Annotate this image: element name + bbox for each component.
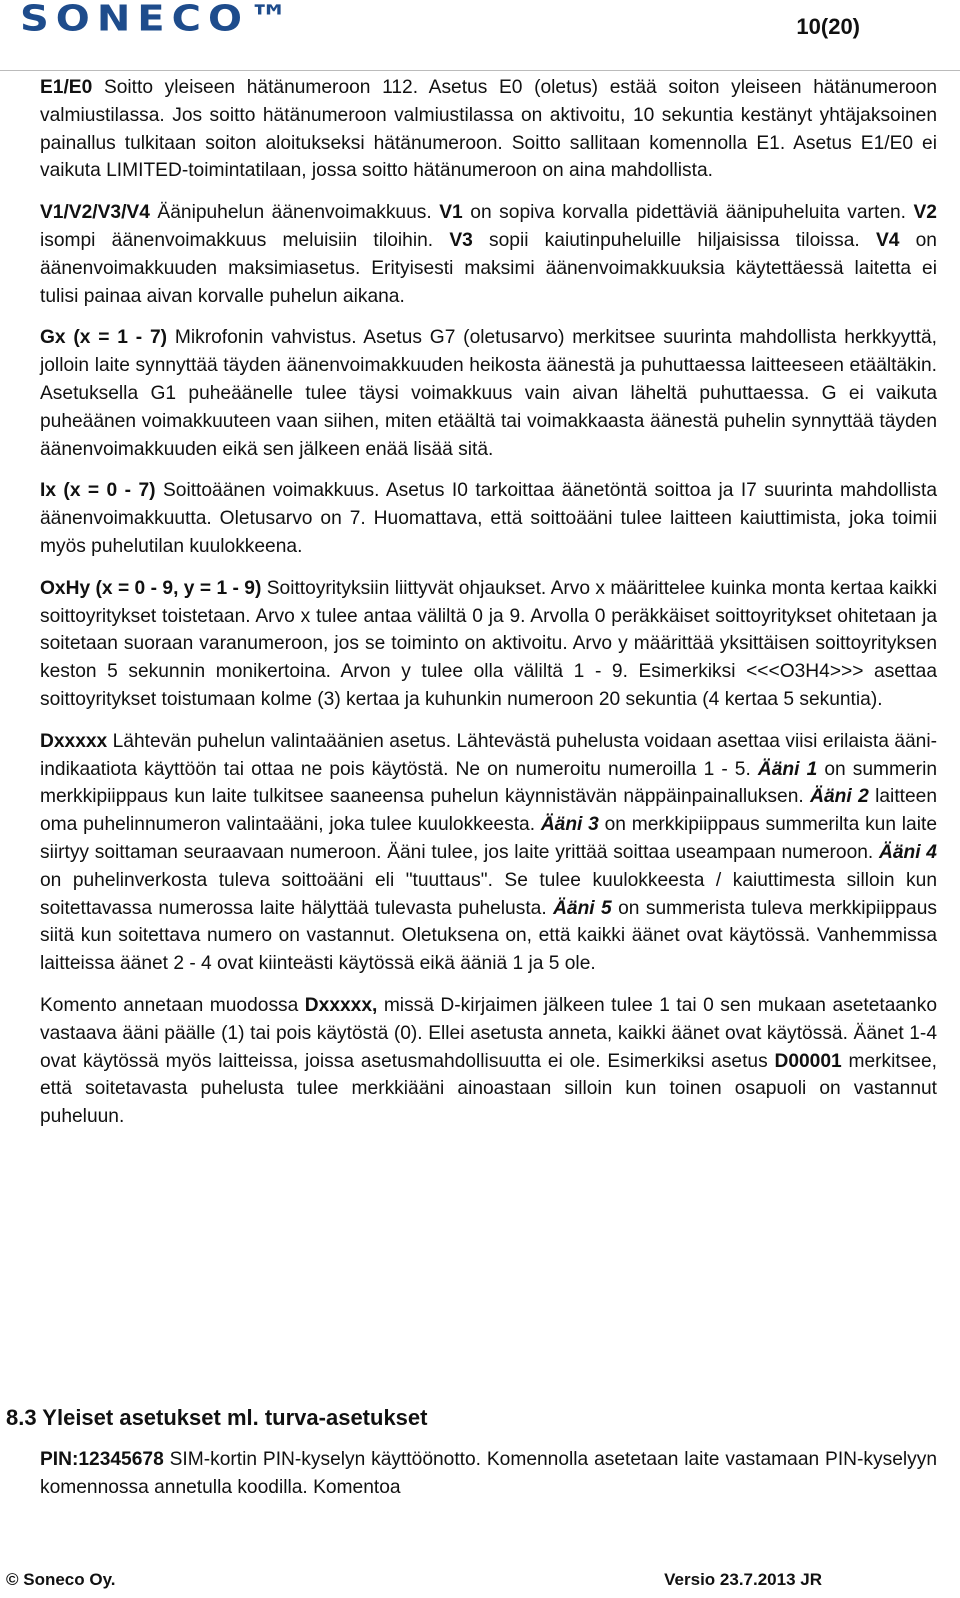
text-run: Soittoäänen voimakkuus. Asetus I0 tarkoittaa äänetöntä soittoa ja I7 suurinta mahdollista äänenvoimakkuutta. Oletusarvo on 7. Huomattava, että soittoääni tulee laitteen kaiuttimista, joka toimii myös puhelutilan kuulokkeena. [40, 480, 937, 557]
bold-term: E1/E0 [40, 77, 93, 98]
paragraph [40, 199, 937, 310]
paragraph [40, 728, 937, 978]
header-divider [0, 70, 960, 71]
bold-term: V1/V2/V3/V4 [40, 202, 150, 224]
text-run: isompi äänenvoimakkuus meluisiin tiloihin. [40, 229, 450, 251]
bold-italic-term: Ääni 3 [540, 814, 599, 836]
bold-term: Gx (x = 1 - 7) [40, 327, 168, 349]
paragraph [40, 1446, 937, 1502]
bold-italic-term: Ääni 1 [757, 758, 818, 780]
bold-term: OxHy (x = 0 - 9, y = 1 - 9) [40, 577, 262, 599]
text-run: Mikrofonin vahvistus. Asetus G7 (oletusarvo) merkitsee suurinta mahdollista herkkyyttä, jolloin laite synnyttää täyden äänenvoimakkuuden heikosta äänestä ja puhuttaessa laitteeseen etäältäkin. Asetuksella G1 puheäänelle tulee täysi voimakkuus vain aivan läheltä puhuttaessa. G ei vaikuta puheäänen voimakkuuteen vaan siihen, miten etäältä tai voimakkaasta äänestä puhelin synnyttää täyden äänenvoimakkuuden eikä sen jälkeen enää lisää sitä. [40, 327, 938, 460]
document-body [40, 74, 937, 1145]
text-run: Soitto yleiseen hätänumeroon 112. Asetus E0 (oletus) estää soiton yleiseen hätänumeroon valmiustilassa. Jos soitto hätänumeroon valmiustilassa on aktivoitu, 10 sekuntia kestänyt yhtäjaksoinen painallus tulkitaan soiton aloitukseksi hätänumeroon. Soitto sallitaan komennolla E1. Asetus E1/E0 ei vaikuta LIMITED-toimintatilaan, jossa soitto hätänumeroon on aina mahdollista. [40, 77, 937, 182]
text-run: on äänenvoimakkuuden maksimiasetus. Erityisesti maksimi äänenvoimakkuuksia käytettäessä laitetta ei tulisi painaa aivan korvalle puhelun aikana. [40, 229, 937, 307]
paragraph [40, 74, 937, 185]
text-run: on summerista tuleva merkkipiippaus siitä kun soitettava numero on vastannut. Oletuksena on, että kaikki äänet ovat käytössä. Vanhemmissa laitteissa äänet 2 - 4 ovat kiinteästi käytössä eikä ääniä 1 ja 5 ole. [40, 897, 937, 975]
text-run: missä D-kirjaimen jälkeen tulee 1 tai 0 sen mukaan asetetaanko vastaava ääni päälle (1) tai pois käytöstä (0). Ellei asetusta anneta, kaikki äänet ovat käytössä. Äänet 1-4 ovat käytössä myös laitteissa, joissa asetusmahdollisuutta ei ole. Esimerkiksi asetus [40, 994, 937, 1072]
paragraph [40, 992, 937, 1131]
footer-copyright: © Soneco Oy. [6, 1570, 116, 1589]
text-run: sopii kaiutinpuheluille hiljaisissa tiloissa. [472, 229, 876, 251]
bold-term: V2 [913, 202, 937, 224]
page-number: 10(20) [796, 14, 860, 39]
soneco-logo: SONECO™ [20, 0, 296, 40]
bold-term: Dxxxxx [40, 730, 108, 752]
text-run: on summerin merkkipiippaus kun laite tulkitsee saaneensa puhelun käynnistävän näppäinpainalluksen. [40, 758, 937, 808]
text-run: on puhelinverkosta tuleva soittoääni eli "tuuttaus". Se tulee kuulokkeesta / kaiuttimesta silloin kun soitettavassa numerossa laite hälyttää tulevasta puhelusta. [40, 869, 937, 919]
footer-version: Versio 23.7.2013 JR [664, 1570, 822, 1589]
bold-term: PIN:12345678 [40, 1449, 164, 1470]
section-body [40, 1446, 937, 1516]
bold-term: V3 [449, 229, 473, 251]
bold-term: Ix (x = 0 - 7) [40, 480, 156, 502]
bold-term: V1 [439, 202, 463, 224]
bold-italic-term: Ääni 5 [553, 897, 612, 919]
text-run: Soittoyrityksiin liittyvät ohjaukset. Arvo x määrittelee kuinka monta kertaa kaikki soittoyritykset toistetaan. Arvo x tulee antaa väliltä 0 ja 9. Arvolla 0 peräkkäiset soittoyritykset ohitetaan ja soitetaan suoraan varanumeroon, jos se toiminto on aktivoitu. Arvo y määrittää yksittäisen soittoyrityksen keston 5 sekunnin monikertoina. Arvon y tulee olla väliltä 1 - 9. Esimerkiksi <<<O3H4>>> asettaa soittoyritykset toistumaan kolme (3) kertaa ja kuhunkin numeroon 20 sekuntia (4 kertaa 5 sekuntia). [40, 577, 937, 710]
bold-italic-term: Ääni 2 [810, 786, 869, 808]
text-run: Äänipuhelun äänenvoimakkuus. [149, 202, 440, 224]
bold-term: V4 [875, 229, 900, 251]
bold-term: Dxxxxx, [304, 994, 378, 1016]
text-run: laitteen oma puhelinnumeron valintaääni, joka tulee kuulokkeesta. [40, 786, 937, 836]
paragraph [40, 477, 937, 560]
bold-italic-term: Ääni 4 [878, 841, 937, 863]
text-run: Lähtevän puhelun valintaäänien asetus. Lähtevästä puhelusta voidaan asettaa viisi erilaista ääni-indikaatiota käyttöön tai ottaa ne pois käytöstä. Ne on numeroitu numeroilla 1 - 5. [40, 730, 937, 780]
text-run: on sopiva korvalla pidettäviä äänipuheluita varten. [462, 202, 914, 224]
text-run: SIM-kortin PIN-kyselyn käyttöönotto. Komennolla asetetaan laite vastamaan PIN-kyselyyn komennossa annetulla koodilla. Komentoa [40, 1449, 937, 1498]
text-run: on merkkipiippaus summerilta kun laite siirtyy soittaman seuraavaan numeroon. Ääni tulee, jos laite yrittää soittaa useampaan numeroon. [40, 814, 937, 863]
bold-term: D00001 [774, 1050, 842, 1072]
text-run: Komento annetaan muodossa [40, 994, 305, 1016]
paragraph [40, 324, 937, 463]
paragraph [40, 575, 937, 714]
text-run: merkitsee, että soitetavasta puhelusta tulee merkkiääni ainoastaan silloin kun toinen osapuoli on vastannut puheluun. [40, 1050, 937, 1128]
section-heading: 8.3 Yleiset asetukset ml. turva-asetukset [6, 1405, 428, 1430]
